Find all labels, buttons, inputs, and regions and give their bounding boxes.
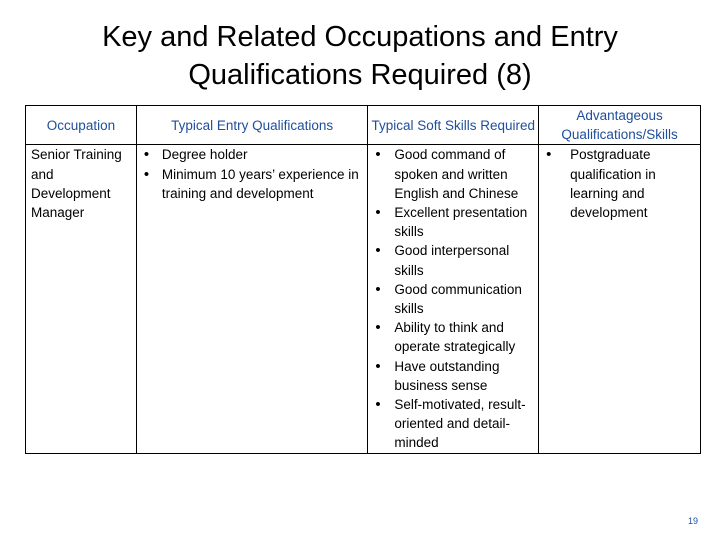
cell-entry-qualifications xyxy=(136,145,367,453)
slide-title-line-2: Qualifications Required (8) xyxy=(188,59,532,91)
header-advantageous-qualifications: Advantageous Qualifications/Skills xyxy=(539,106,701,145)
list-item: • Excellent presentation skills xyxy=(368,203,538,241)
cell-advantageous-qualifications xyxy=(539,145,701,453)
header-soft-skills: Typical Soft Skills Required xyxy=(368,106,539,145)
list-item: • Postgraduate qualification in learning and development xyxy=(539,145,700,222)
list-item: • Good interpersonal skills xyxy=(368,241,538,279)
page-number: 19 xyxy=(687,516,698,526)
list-item: • Minimum 10 years’ experience in training and development xyxy=(137,165,367,203)
entry-qualifications-list xyxy=(137,145,367,203)
occupations-table xyxy=(25,105,701,454)
cell-soft-skills xyxy=(368,145,539,453)
header-entry-qualifications: Typical Entry Qualifications xyxy=(136,106,367,145)
table-row xyxy=(26,145,701,453)
table-header-row xyxy=(26,106,701,145)
list-item: • Have outstanding business sense xyxy=(368,357,538,395)
header-occupation: Occupation xyxy=(26,106,137,145)
list-item: • Degree holder xyxy=(137,145,367,164)
list-item: • Ability to think and operate strategically xyxy=(368,318,538,356)
slide-title-line-1: Key and Related Occupations and Entry xyxy=(102,21,618,53)
list-item: • Self-motivated, result-oriented and detail-minded xyxy=(368,395,538,453)
advantageous-qualifications-list xyxy=(539,145,700,222)
cell-occupation: Senior Training and Development Manager xyxy=(26,145,137,453)
slide-title xyxy=(0,18,720,94)
list-item: • Good communication skills xyxy=(368,280,538,318)
list-item: • Good command of spoken and written English and Chinese xyxy=(368,145,538,203)
soft-skills-list xyxy=(368,145,538,452)
